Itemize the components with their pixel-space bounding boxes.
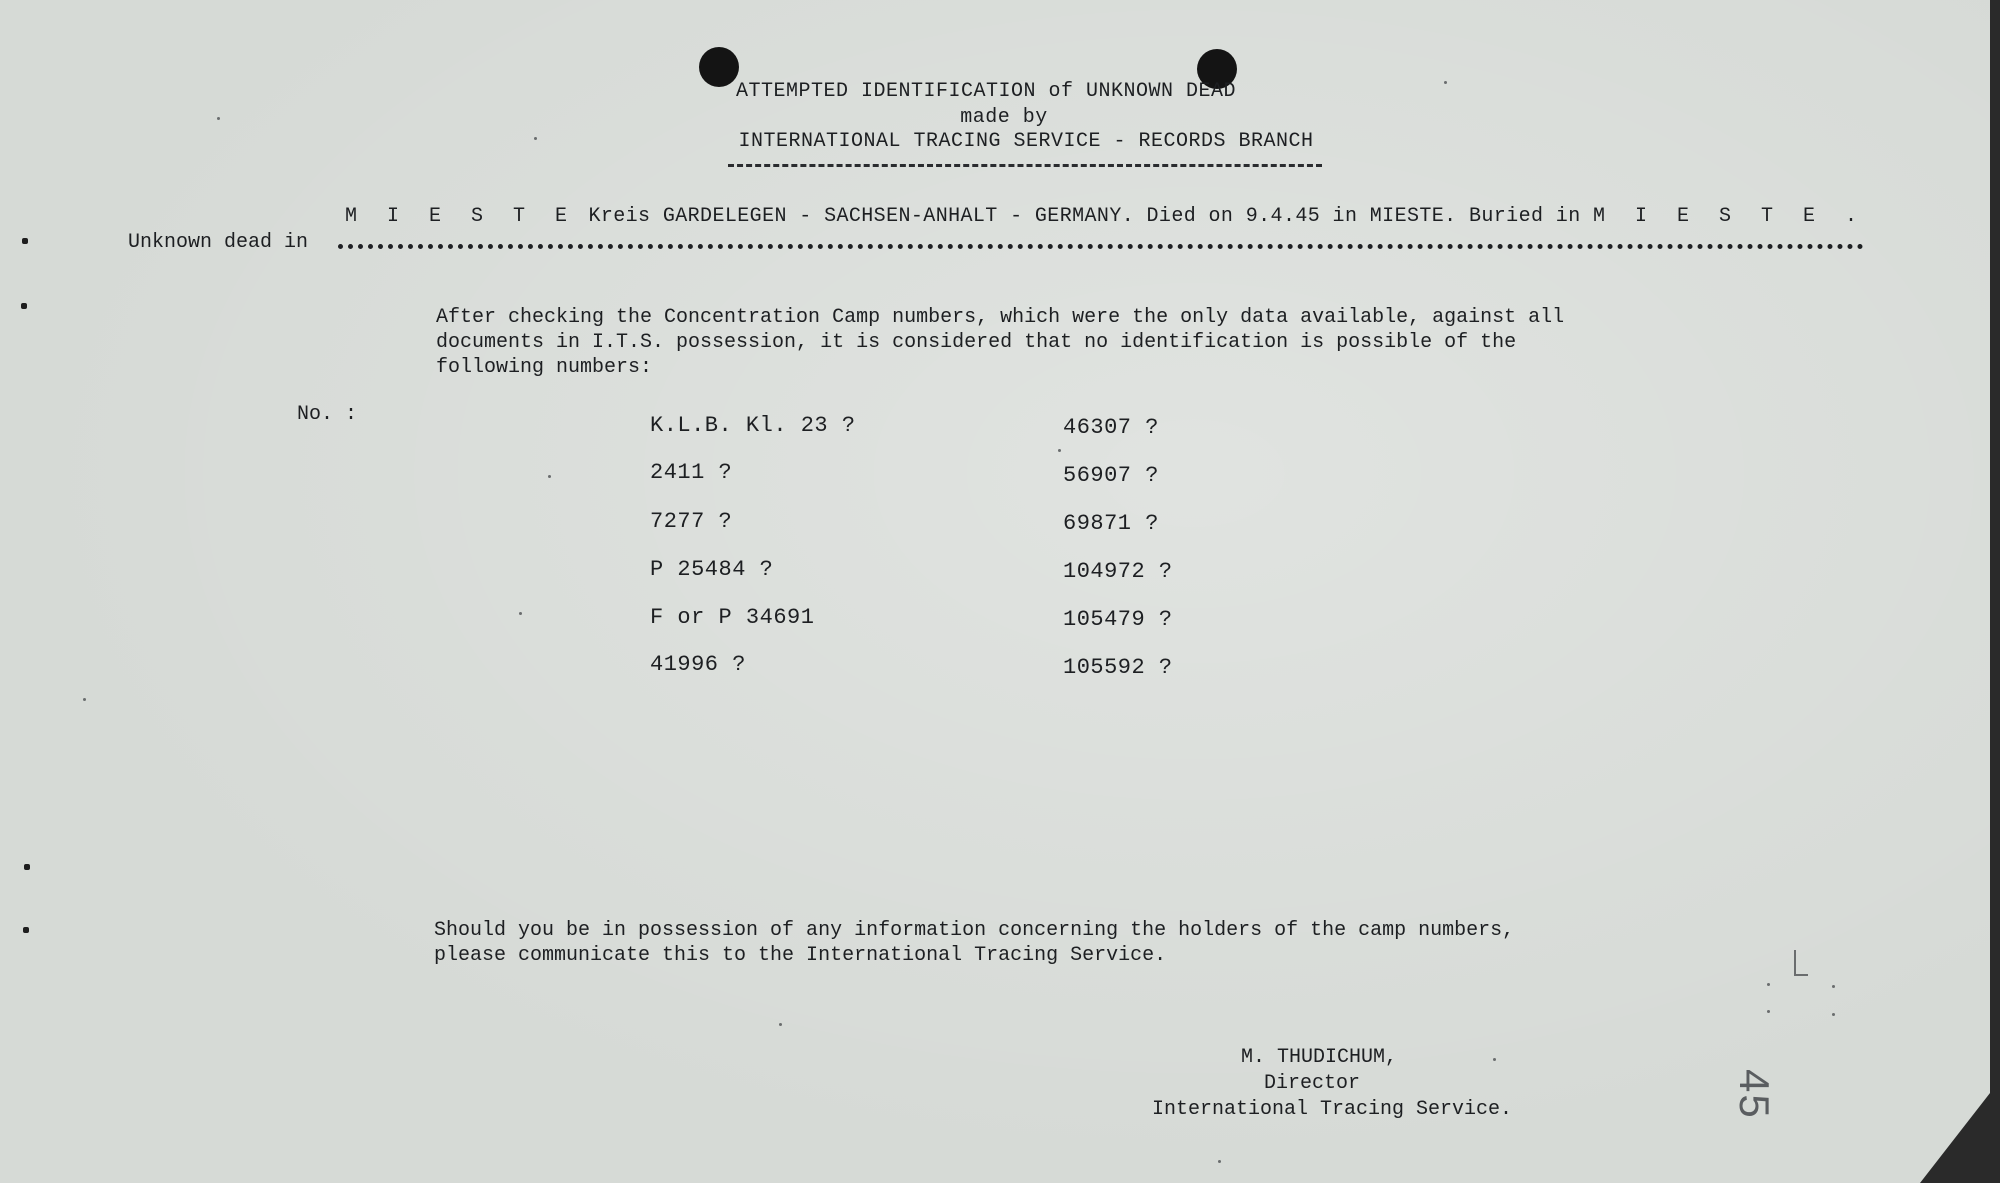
margin-mark — [22, 238, 28, 244]
camp-number-left-5: F or P 34691 — [650, 605, 815, 630]
header-underline — [728, 164, 1322, 167]
document-subtitle: made by — [960, 106, 1048, 129]
speck — [519, 612, 522, 615]
numbers-label: No. : — [297, 403, 358, 426]
margin-mark — [23, 927, 29, 933]
speck — [1832, 1013, 1835, 1016]
document-title: ATTEMPTED IDENTIFICATION of UNKNOWN DEAD — [735, 80, 1237, 103]
signatory-title: Director — [1264, 1072, 1361, 1095]
camp-number-left-2: 2411 ? — [650, 460, 733, 485]
speck — [548, 475, 551, 478]
camp-number-left-3: 7277 ? — [650, 509, 733, 534]
issuing-office: INTERNATIONAL TRACING SERVICE - RECORDS BRANCH — [738, 130, 1314, 153]
speck — [1058, 449, 1061, 452]
camp-number-right-4: 104972 ? — [1063, 559, 1173, 584]
dotted-fill-line — [338, 244, 1864, 249]
margin-mark — [21, 303, 27, 309]
speck — [1832, 985, 1835, 988]
location-line — [345, 205, 1866, 228]
camp-number-right-6: 105592 ? — [1063, 655, 1173, 680]
camp-number-right-2: 56907 ? — [1063, 463, 1159, 488]
speck — [217, 117, 220, 120]
speck — [83, 698, 86, 701]
speck — [779, 1023, 782, 1026]
camp-number-left-6: 41996 ? — [650, 652, 746, 677]
speck — [1444, 81, 1447, 84]
page-number-stamp: 45 — [1731, 1069, 1778, 1120]
folded-corner — [1920, 1093, 1990, 1183]
camp-number-right-3: 69871 ? — [1063, 511, 1159, 536]
camp-number-right-5: 105479 ? — [1063, 607, 1173, 632]
intro-paragraph: After checking the Concentration Camp numbers, which were the only data available, against all documents in I.T.S. possession, it is considered that no identification is possible of the following numbers: — [436, 306, 1565, 379]
speck — [1767, 1010, 1770, 1013]
side-tick-mark — [1794, 950, 1796, 976]
camp-number-left-1: K.L.B. Kl. 23 ? — [650, 413, 856, 438]
unknown-dead-label: Unknown dead in — [128, 231, 309, 254]
signatory-organization: International Tracing Service. — [1152, 1098, 1513, 1121]
speck — [534, 137, 537, 140]
place-name: M I E S T E — [345, 205, 577, 228]
side-tick-foot — [1794, 974, 1808, 976]
camp-number-left-4: P 25484 ? — [650, 557, 774, 582]
margin-mark — [24, 864, 30, 870]
camp-number-right-1: 46307 ? — [1063, 415, 1159, 440]
signatory-name: M. THUDICHUM, — [1241, 1046, 1398, 1069]
speck — [1493, 1058, 1496, 1061]
speck — [1218, 1160, 1221, 1163]
speck — [1767, 983, 1770, 986]
burial-place: M I E S T E . — [1593, 205, 1867, 228]
place-details: Kreis GARDELEGEN - SACHSEN-ANHALT - GERMANY. Died on 9.4.45 in MIESTE. Buried in — [588, 205, 1581, 228]
closing-paragraph: Should you be in possession of any information concerning the holders of the camp numbers, please communicate this to the International Tracing Service. — [434, 919, 1515, 967]
